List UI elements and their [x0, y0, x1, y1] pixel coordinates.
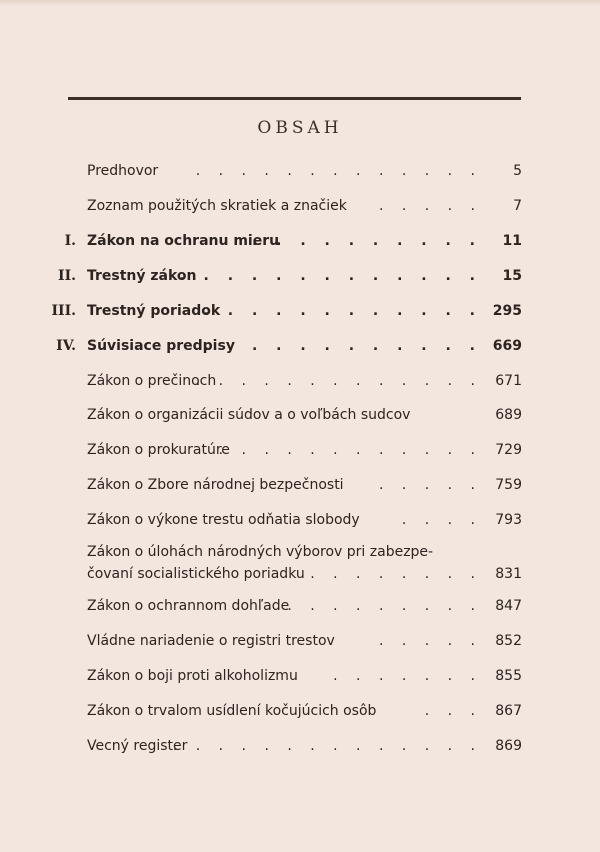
toc-leader-dots: . . . . . . . . . . . . . . — [172, 738, 482, 754]
toc-entry-alkoholizmus — [0, 665, 600, 687]
toc-label: Predhovor — [87, 163, 159, 179]
toc-entry-organizacia-sudov — [0, 404, 600, 426]
toc-page-number: 7 — [513, 198, 522, 214]
toc-leader-dots: . . . . — [401, 512, 482, 528]
toc-entry-register-trestov — [0, 630, 600, 652]
toc-number: III. — [51, 303, 76, 319]
toc-entry-kocujuce-osoby — [0, 700, 600, 722]
toc-label: Zoznam použitých skratiek a značiek — [87, 198, 347, 214]
page-title: OBSAH — [257, 118, 343, 138]
toc-label: Vecný register — [87, 738, 188, 754]
toc-entry-trestny-poriadok — [0, 300, 600, 322]
toc-entry-zoznam — [0, 195, 600, 217]
toc-entry-ochranny-dohlad — [0, 595, 600, 617]
toc-number: II. — [58, 268, 76, 284]
toc-label: Súvisiace predpisy — [87, 338, 235, 354]
toc-page-number: 295 — [492, 303, 522, 319]
toc-leader-dots: . . . . . . . . . . . . — [218, 442, 482, 458]
toc-page-number: 689 — [495, 407, 522, 423]
toc-entry-trestny-zakon — [0, 265, 600, 287]
toc-leader-dots: . . . . . . . . . . . . . — [195, 373, 482, 389]
toc-entry-narodne-vybory — [0, 541, 600, 585]
toc-label: Vládne nariadenie o registri trestov — [87, 633, 335, 649]
toc-page-number: 15 — [502, 268, 522, 284]
toc-label: Zákon o prečinoch — [87, 373, 217, 389]
toc-entry-vecny-register — [0, 735, 600, 757]
toc-leader-dots: . . . . . — [378, 198, 482, 214]
toc-leader-dots: . . . . . . . . . . . . — [203, 338, 482, 354]
toc-page-number: 11 — [502, 233, 522, 249]
toc-entry-suvisiace-predpisy — [0, 335, 600, 357]
toc-page-number: 729 — [495, 442, 522, 458]
toc-page-number: 867 — [495, 703, 522, 719]
toc-label: Zákon o úlohách národných výborov pri zabezpe- — [87, 544, 434, 560]
toc-label: Zákon o trvalom usídlení kočujúcich osôb — [87, 703, 377, 719]
toc-label: Zákon o Zbore národnej bezpečnosti — [87, 477, 344, 493]
toc-leader-dots: . . . . . . . . . . . . . — [195, 163, 482, 179]
toc-page-number: 671 — [495, 373, 522, 389]
toc-page-number: 847 — [495, 598, 522, 614]
toc-label: Trestný zákon — [87, 268, 197, 284]
toc-entry-predhovor — [0, 160, 600, 182]
toc-entry-vykon-trestu — [0, 509, 600, 531]
toc-leader-dots: . . . — [424, 703, 482, 719]
header-rule — [68, 97, 521, 100]
toc-entry-zakon-na-ochranu-mieru — [0, 230, 600, 252]
toc-label: Zákon o ochrannom dohľade — [87, 598, 290, 614]
toc-number: I. — [64, 233, 76, 249]
toc-leader-dots: . . . . . — [378, 477, 482, 493]
toc-page-number: 5 — [513, 163, 522, 179]
toc-label: Zákon o prokuratúre — [87, 442, 230, 458]
toc-leader-dots: . . . . . . . . . — [287, 598, 482, 614]
toc-label-continuation: čovaní socialistického poriadku — [87, 566, 305, 582]
toc-leader-dots: . . . . . . . . . . . . . — [179, 268, 482, 284]
toc-page-number: 831 — [495, 566, 522, 582]
toc-leader-dots: . . . . . . . . . . — [251, 233, 482, 249]
toc-page-number: 855 — [495, 668, 522, 684]
toc-label: Trestný poriadok — [87, 303, 221, 319]
toc-label: Zákon o boji proti alkoholizmu — [87, 668, 298, 684]
toc-leader-dots: . . . . . — [378, 633, 482, 649]
toc-label: Zákon na ochranu mieru — [87, 233, 280, 249]
toc-page-number: 869 — [495, 738, 522, 754]
toc-leader-dots: . . . . . . . — [333, 668, 482, 684]
toc-leader-dots: . . . . . . . . — [310, 566, 482, 582]
page-top-edge — [0, 0, 600, 6]
toc-entry-prokuratura — [0, 439, 600, 461]
toc-page-number: 852 — [495, 633, 522, 649]
toc-page-number: 793 — [495, 512, 522, 528]
toc-entry-zakon-o-precinoch — [0, 370, 600, 392]
toc-number: IV. — [56, 338, 76, 354]
toc-page-number: 759 — [495, 477, 522, 493]
toc-leader-dots: . . . . . . . . . . . . — [203, 303, 482, 319]
toc-entry-zbor-narodnej-bezpecnosti — [0, 474, 600, 496]
toc-page-number: 669 — [492, 338, 522, 354]
toc-label: Zákon o výkone trestu odňatia slobody — [87, 512, 360, 528]
toc-label: Zákon o organizácii súdov a o voľbách sudcov — [87, 407, 411, 423]
